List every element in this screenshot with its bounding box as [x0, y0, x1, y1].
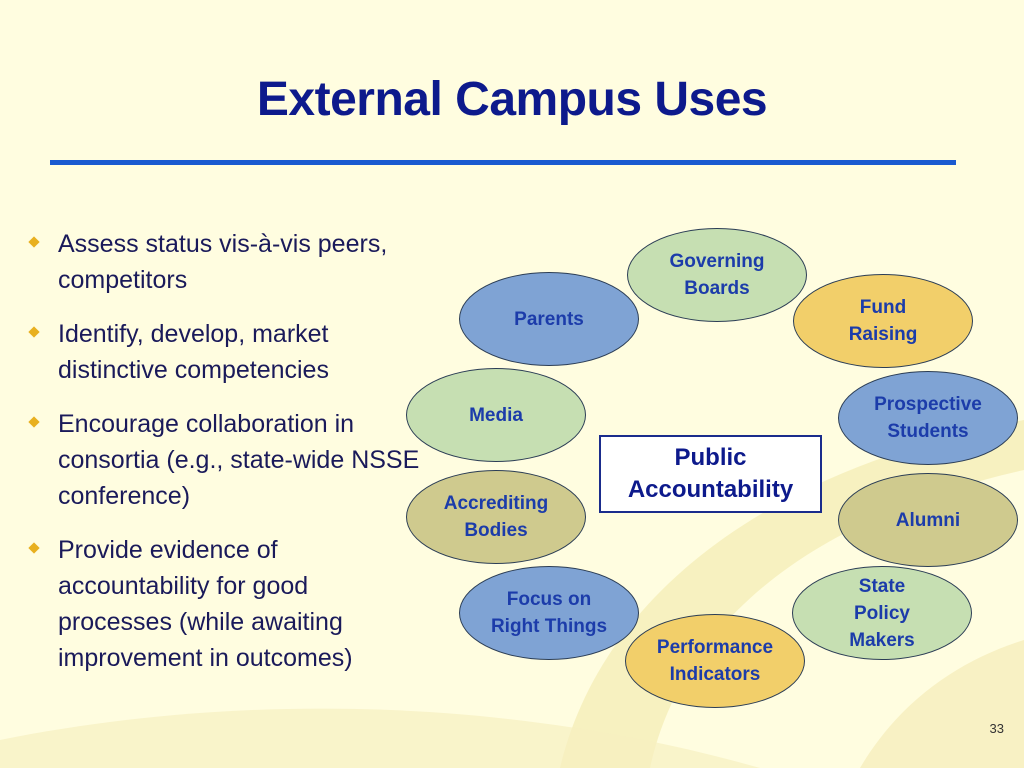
bullet-item	[22, 406, 422, 514]
title-divider	[50, 160, 956, 165]
node-focus-on-right-things: Focus on Right Things	[459, 566, 639, 660]
node-performance-indicators: Performance Indicators	[625, 614, 805, 708]
node-parents: Parents	[459, 272, 639, 366]
diamond-bullet-icon	[28, 542, 39, 553]
node-accrediting-bodies: Accrediting Bodies	[406, 470, 586, 564]
bullet-list	[22, 226, 422, 694]
node-alumni: Alumni	[838, 473, 1018, 567]
node-governing-boards: Governing Boards	[627, 228, 807, 322]
bullet-item	[22, 226, 422, 298]
page-number: 33	[989, 721, 1004, 736]
node-media: Media	[406, 368, 586, 462]
bullet-text: Assess status vis-à-vis peers, competitors	[58, 230, 388, 294]
node-prospective-students: Prospective Students	[838, 371, 1018, 465]
diamond-bullet-icon	[28, 416, 39, 427]
bullet-text: Encourage collaboration in consortia (e.g., state-wide NSSE conference)	[58, 410, 420, 510]
node-fund-raising: Fund Raising	[793, 274, 973, 368]
center-public-accountability: Public Accountability	[599, 435, 822, 513]
diamond-bullet-icon	[28, 326, 39, 337]
node-state-policy-makers: State Policy Makers	[792, 566, 972, 660]
slide-title: External Campus Uses	[256, 73, 768, 126]
bullet-item	[22, 532, 422, 676]
diamond-bullet-icon	[28, 236, 39, 247]
bullet-text: Provide evidence of accountability for good processes (while awaiting improvement in outcomes)	[58, 536, 353, 672]
bullet-item	[22, 316, 422, 388]
bullet-text: Identify, develop, market distinctive competencies	[58, 320, 329, 384]
